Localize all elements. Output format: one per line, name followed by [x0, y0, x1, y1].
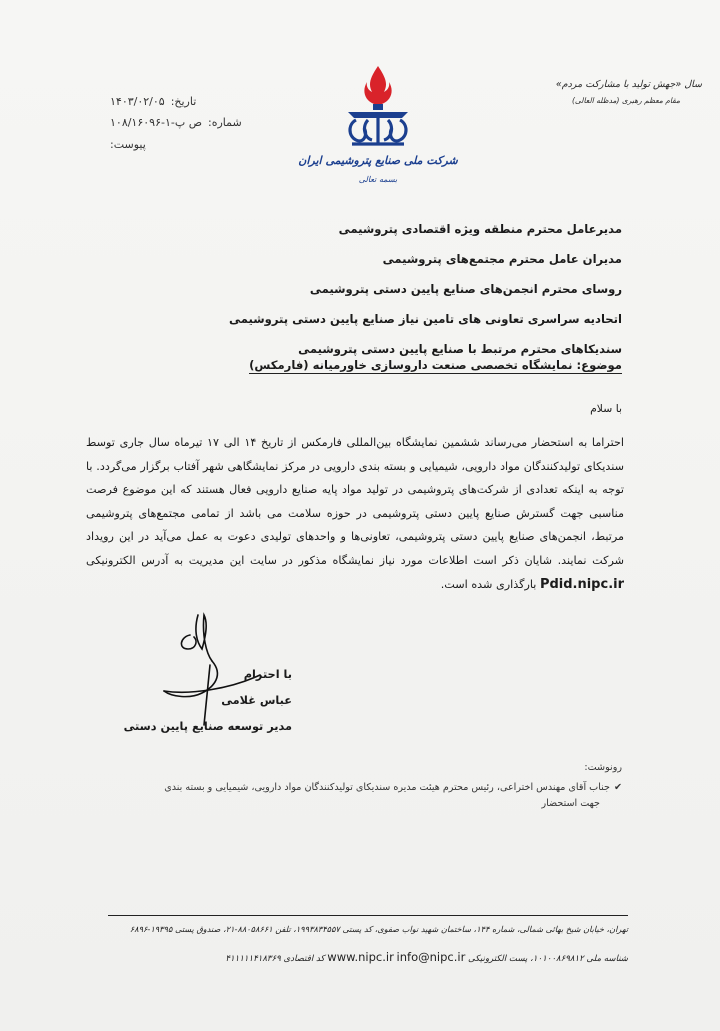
- flame-icon: [364, 66, 391, 104]
- number-value: ص پ-۱-۱۰۸/۱۶۰۹۶: [110, 116, 203, 130]
- greeting: با سلام: [590, 402, 622, 415]
- attachment-row: [110, 134, 260, 155]
- addressee-line: اتحادیه سراسری تعاونی های تامین نیاز صنایع پایین دستی پتروشیمی: [229, 312, 622, 326]
- footer-email[interactable]: info@nipc.ir: [396, 950, 466, 964]
- company-name: شرکت ملی صنایع پتروشیمی ایران: [298, 154, 458, 167]
- check-icon: ✔: [613, 782, 622, 793]
- motto-attribution: مقام معظم رهبری (مدظله العالی): [572, 96, 680, 106]
- website-link[interactable]: Pdid.nipc.ir: [539, 576, 624, 592]
- footer-contact: [110, 950, 628, 964]
- subject-line: [102, 358, 622, 372]
- footer-divider: [108, 915, 628, 916]
- cc-purpose: جهت استحضار: [541, 798, 600, 809]
- attachment-label: پیوست:: [110, 137, 146, 151]
- addressee-line: سندیکاهای محترم مرتبط با صنایع پایین دستی پتروشیمی: [298, 342, 622, 356]
- addressee-line: مدیرعامل محترم منطقه ویژه اقتصادی پتروشیمی: [338, 222, 622, 236]
- signer-name: عباس غلامی: [221, 694, 292, 707]
- closing: با احترام: [243, 668, 292, 681]
- motto-line: سال «جهش تولید با مشارکت مردم»: [555, 79, 702, 90]
- year-motto: [552, 76, 702, 108]
- footer-website[interactable]: www.nipc.ir: [327, 950, 394, 964]
- date-row: [110, 91, 260, 112]
- body-text: احتراما به استحضار می‌رساند ششمین نمایشگاه بین‌المللی فارمکس از تاریخ ۱۴ الی ۱۷ تیرماه سال جاری توسط سندیکای تولیدکنندگان مواد دارویی، شیمیایی و بسته بندی دارویی در مرکز نمایشگاهی شهر آفتاب برگزار می‌گردد. با توجه به اینکه تعدادی از شرکت‌های پتروشیمی در تولید مواد پایه صنایع دارویی فعال هستند که این موضوع فرصت مناسبی جهت گسترش صنایع پایین دستی پتروشیمی در حوزه سلامت می باشد از تمامی مجتمع‌های پتروشیمی مرتبط، انجمن‌های صنایع پایین دستی پتروشیمی، تعاونی‌ها و واحدهای تولیدی دعوت به عمل می‌آید در این رویداد شرکت نمایند. شایان ذکر است اطلاعات مورد نیاز نمایشگاه مذکور در سایت این مدیریت به آدرس الکترونیکی: [86, 436, 624, 567]
- signer-title: مدیر توسعه صنایع پایین دستی: [123, 720, 292, 733]
- addressee-list: [102, 214, 622, 364]
- addressee-line: مدیران عامل محترم مجتمع‌های پتروشیمی: [382, 252, 622, 266]
- cc-item: [122, 780, 622, 812]
- subject-text: موضوع: نمایشگاه تخصصی صنعت داروسازی خاورمیانه (فارمکس): [249, 358, 622, 372]
- date-label: تاریخ:: [170, 95, 197, 108]
- signature-block: [122, 662, 292, 740]
- number-label: شماره:: [208, 116, 242, 130]
- date-value: ۱۴۰۳/۰۲/۰۵: [110, 95, 165, 108]
- footer-address: تهران، خیابان شیخ بهائی شمالی، شماره ۱۴۴، ساختمان شهید نواب صفوی، کد پستی ۱۹۹۳۸۳۴۵۵۷، تلفن ۸۸۰۵۸۶۶۱-۲۱، صندوق پستی ۱۹۳۹۵-۶۸۹۶: [129, 924, 628, 934]
- cc-recipient: جناب آقای مهندس اختراعی، رئیس محترم هیئت مدیره سندیکای تولیدکنندگان مواد دارویی، شیمیایی و بسته بندی: [164, 782, 610, 793]
- cc-title: رونوشت:: [584, 762, 622, 773]
- addressee-line: روسای محترم انجمن‌های صنایع پایین دستی پتروشیمی: [309, 282, 622, 296]
- body-text-end: بارگذاری شده است.: [440, 577, 537, 591]
- letter-meta: [110, 91, 260, 155]
- nipc-logo: [298, 60, 458, 190]
- bismillah: بسمه تعالی: [358, 175, 398, 184]
- footer-contact-suffix: کد اقتصادی ۴۱۱۱۱۱۴۱۸۳۶۹: [225, 954, 325, 964]
- letter-body: [86, 431, 624, 596]
- number-row: [110, 112, 260, 133]
- footer-contact-prefix: شناسه ملی ۱۰۱۰۰۸۶۹۸۱۲، پست الکترونیکی: [468, 954, 628, 964]
